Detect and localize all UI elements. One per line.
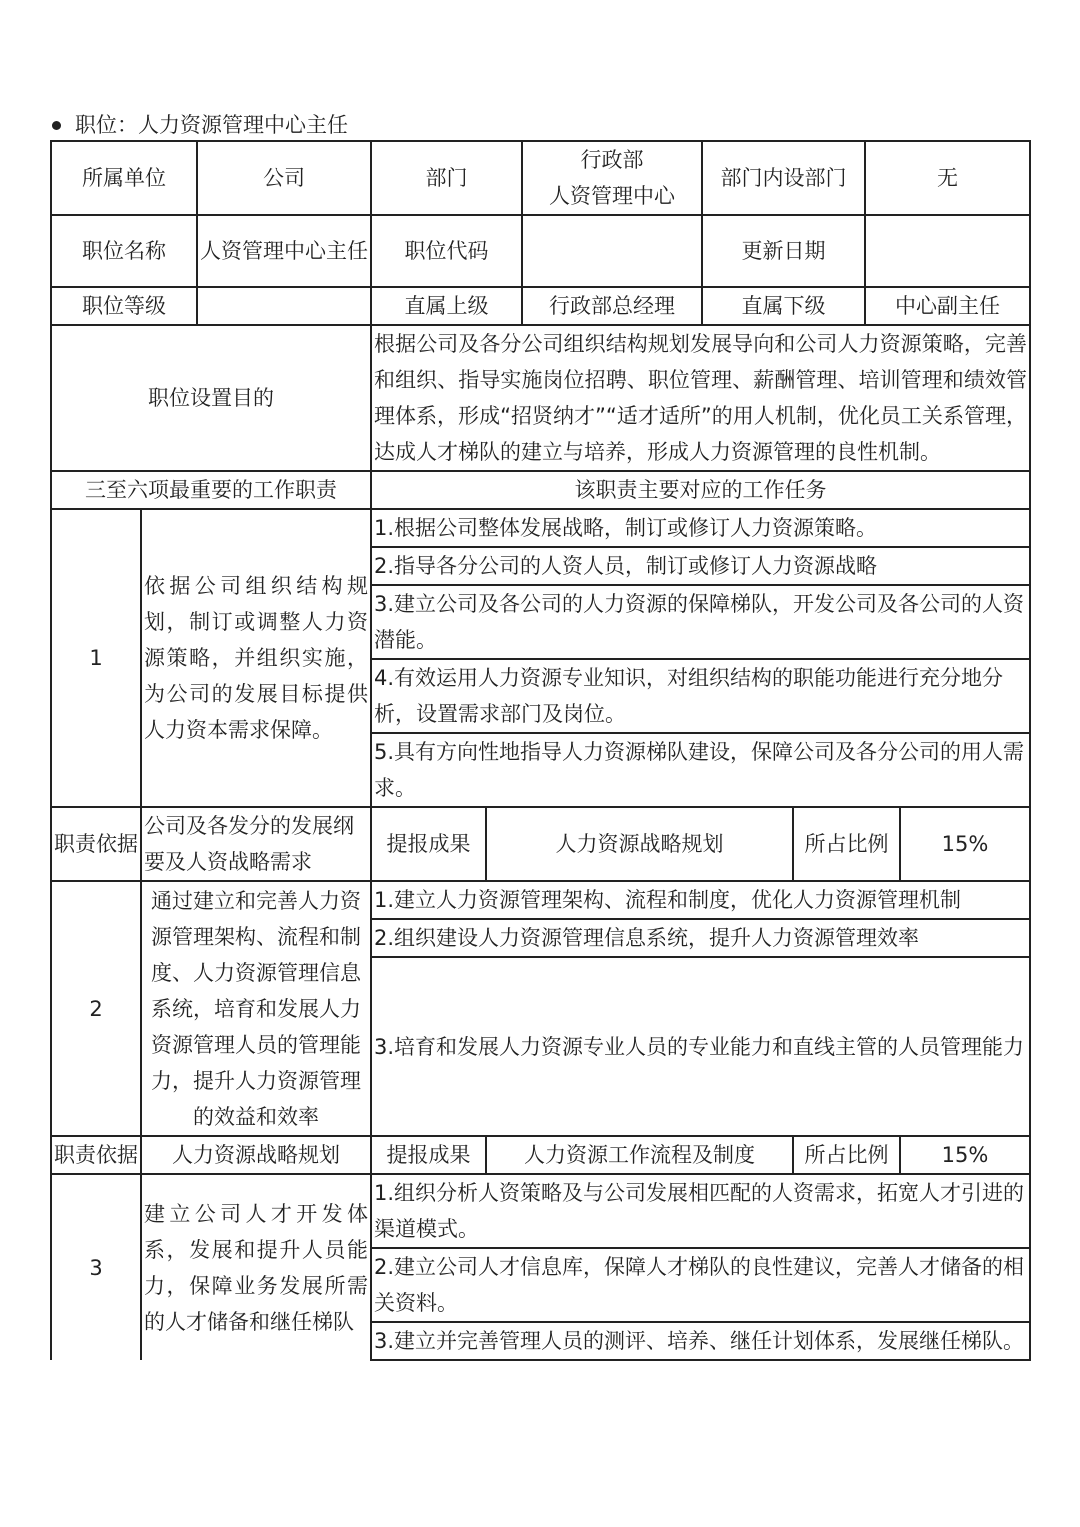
duty-1-basis-label: 职责依据 [51, 807, 141, 881]
duty-1-task-row [51, 509, 1030, 547]
bullet-icon [52, 121, 61, 130]
duty-1-result-label: 提报成果 [371, 807, 486, 881]
duty-2-description: 通过建立和完善人力资源管理架构、流程和制度、人力资源管理信息系统，培育和发展人力资源管理人员的管理能力，提升人力资源管理的效益和效率 [141, 881, 371, 1136]
duty-2-basis-label: 职责依据 [51, 1136, 141, 1174]
subordinate-label: 直属下级 [702, 287, 865, 325]
duty-1-ratio-label: 所占比例 [793, 807, 900, 881]
name-label: 职位名称 [51, 215, 197, 287]
code-value [522, 215, 702, 287]
position-title-text: 职位：人力资源管理中心主任 [75, 110, 378, 141]
duty-3-task-3: 3.建立并完善管理人员的测评、培养、继任计划体系，发展继任梯队。 [371, 1322, 1030, 1360]
update-value [865, 215, 1030, 287]
duty-1-basis-row [51, 807, 1030, 881]
duty-3-number: 3 [51, 1174, 141, 1360]
duty-2-task-3: 3.培育和发展人力资源专业人员的专业能力和直线主管的人员管理能力 [371, 957, 1030, 1136]
duty-1-task-5: 5.具有方向性地指导人力资源梯队建设，保障公司及各分公司的用人需求。 [371, 733, 1030, 807]
duty-3-description: 建立公司人才开发体系，发展和提升人员能力，保障业务发展所需的人才储备和继任梯队 [141, 1174, 371, 1360]
duty-2-basis-row [51, 1136, 1030, 1174]
duty-1-basis-value: 公司及各发分的发展纲要及人资战略需求 [141, 807, 371, 881]
grade-value [197, 287, 371, 325]
name-value: 人资管理中心主任 [197, 215, 371, 287]
unit-value: 公司 [197, 141, 371, 215]
purpose-row [51, 325, 1030, 471]
duty-3-task-row [51, 1174, 1030, 1248]
duty-1-result-value: 人力资源战略规划 [486, 807, 793, 881]
info-row-1 [51, 141, 1030, 215]
update-label: 更新日期 [702, 215, 865, 287]
unit-label: 所属单位 [51, 141, 197, 215]
duty-2-basis-value: 人力资源战略规划 [141, 1136, 371, 1174]
info-row-3 [51, 287, 1030, 325]
duty-1-task-4: 4.有效运用人力资源专业知识，对组织结构的职能功能进行充分地分析，设置需求部门及岗位。 [371, 659, 1030, 733]
internal-dept-value: 无 [865, 141, 1030, 215]
position-title [52, 110, 378, 141]
duty-1-ratio-value: 15% [900, 807, 1030, 881]
duty-2-task-2: 2.组织建设人力资源管理信息系统，提升人力资源管理效率 [371, 919, 1030, 957]
duty-2-number: 2 [51, 881, 141, 1136]
duty-1-task-1: 1.根据公司整体发展战略，制订或修订人力资源策略。 [371, 509, 1030, 547]
duty-2-ratio-label: 所占比例 [793, 1136, 900, 1174]
superior-label: 直属上级 [371, 287, 522, 325]
duty-1-description: 依据公司组织结构规划，制订或调整人力资源策略，并组织实施，为公司的发展目标提供人力资本需求保障。 [141, 509, 371, 807]
superior-value: 行政部总经理 [522, 287, 702, 325]
subordinate-value: 中心副主任 [865, 287, 1030, 325]
internal-dept-label: 部门内设部门 [702, 141, 865, 215]
dept-value-line2: 人资管理中心 [549, 184, 675, 208]
duties-header-row [51, 471, 1030, 509]
duty-2-task-row [51, 881, 1030, 919]
duties-header-left: 三至六项最重要的工作职责 [51, 471, 371, 509]
purpose-label: 职位设置目的 [51, 325, 371, 471]
duty-2-result-label: 提报成果 [371, 1136, 486, 1174]
dept-value-line1: 行政部 [580, 148, 644, 172]
dept-value [522, 141, 702, 215]
duty-1-number: 1 [51, 509, 141, 807]
grade-label: 职位等级 [51, 287, 197, 325]
job-description-table [50, 140, 1031, 1361]
duty-2-task-1: 1.建立人力资源管理架构、流程和制度，优化人力资源管理机制 [371, 881, 1030, 919]
duty-2-result-value: 人力资源工作流程及制度 [486, 1136, 793, 1174]
duty-3-task-1: 1.组织分析人资策略及与公司发展相匹配的人资需求，拓宽人才引进的渠道模式。 [371, 1174, 1030, 1248]
duties-header-right: 该职责主要对应的工作任务 [371, 471, 1030, 509]
duty-1-task-3: 3.建立公司及各公司的人力资源的保障梯队，开发公司及各公司的人资潜能。 [371, 585, 1030, 659]
duty-3-task-2: 2.建立公司人才信息库，保障人才梯队的良性建议，完善人才储备的相关资料。 [371, 1248, 1030, 1322]
duty-2-ratio-value: 15% [900, 1136, 1030, 1174]
info-row-2 [51, 215, 1030, 287]
code-label: 职位代码 [371, 215, 522, 287]
duty-1-task-2: 2.指导各分公司的人资人员，制订或修订人力资源战略 [371, 547, 1030, 585]
purpose-text: 根据公司及各分公司组织结构规划发展导向和公司人力资源策略，完善和组织、指导实施岗位招聘、职位管理、薪酬管理、培训管理和绩效管理体系，形成“招贤纳才”“适才适所”的用人机制，优化员工关系管理，达成人才梯队的建立与培养，形成人力资源管理的良性机制。 [371, 325, 1030, 471]
dept-label: 部门 [371, 141, 522, 215]
